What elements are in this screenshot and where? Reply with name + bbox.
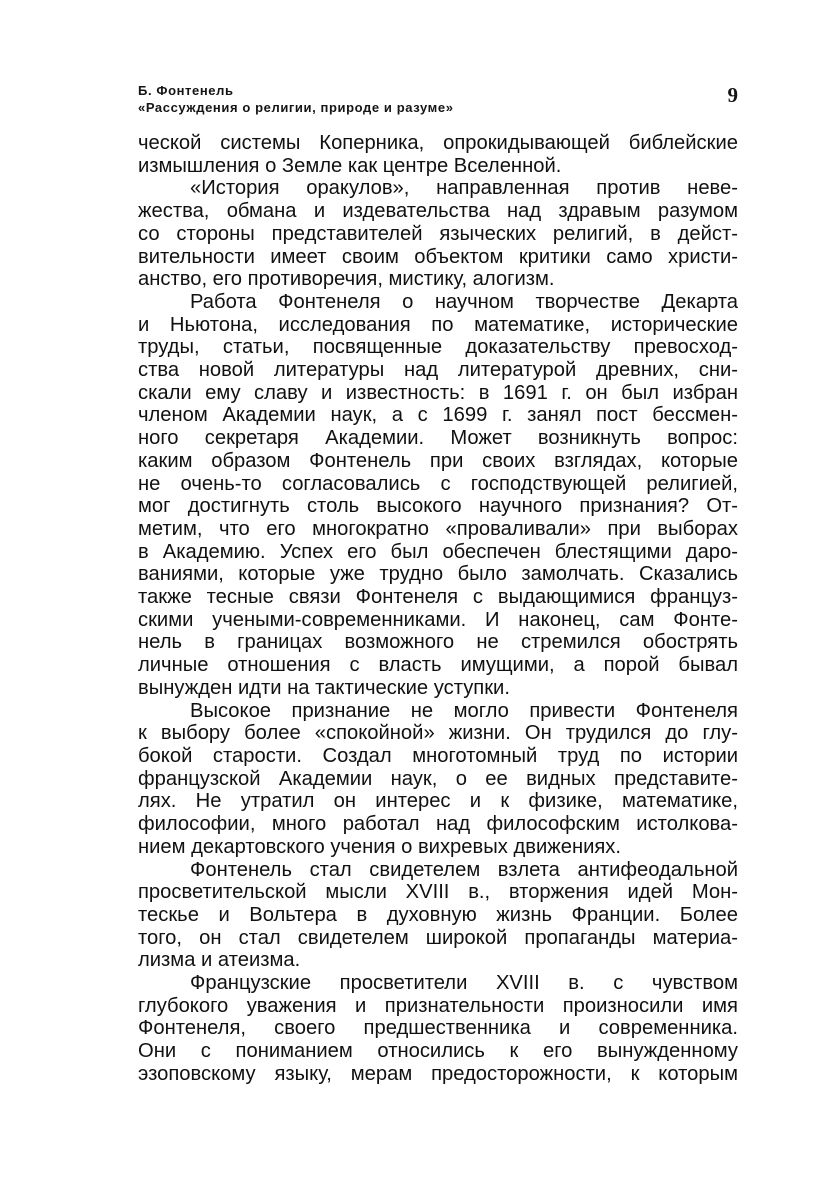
text-line: Они с пониманием относились к его вынужденному [138,1040,738,1063]
paragraph [138,132,738,177]
paragraph [138,972,738,1086]
text-line: метим, что его многократно «проваливали» при выборах [138,517,738,540]
text-line: ного секретаря Академии. Может возникнуть вопрос: [138,427,738,450]
body-text [138,132,738,1086]
header-title: «Рассуждения о религии, природе и разуме» [138,100,454,115]
text-line: Работа Фонтенеля о научном творчестве Декарта [190,290,738,313]
text-line: в Академию. Успех его был обеспечен блестящими даро- [138,540,738,563]
text-line: не очень-то согласовались с господствующей религией, [138,472,738,495]
text-line: скали ему славу и известность: в 1691 г. он был избран [138,381,738,404]
text-line: Фонтенель стал свидетелем взлета антифеодальной [190,858,738,881]
text-line: просветительской мысли XVIII в., вторжения идей Мон- [138,881,738,904]
text-line: каким образом Фонтенель при своих взглядах, которые [138,449,738,472]
header-author: Б. Фонтенель [138,83,234,98]
running-head [138,82,738,122]
text-line: личные отношения с власть имущими, а порой бывал [138,654,738,677]
text-line: эзоповскому языку, мерам предосторожности, к которым [138,1062,738,1085]
page-number: 9 [727,83,738,107]
text-line: ства новой литературы над литературой древних, сни- [138,359,738,382]
text-line: вынужден идти на тактические уступки. [138,676,510,699]
text-line: французской Академии наук, о ее видных представите- [138,767,738,790]
text-line: лизма и атеизма. [138,949,301,972]
text-line: философии, много работал над философским истолкова- [138,813,738,836]
text-line: ваниями, которые уже трудно было замолчать. Сказались [138,563,738,586]
text-line: бокой старости. Создал многотомный труд по истории [138,744,738,767]
text-line: жества, обмана и издевательства над здравым разумом [138,200,738,223]
text-line: членом Академии наук, а с 1699 г. занял пост бессмен- [138,404,738,427]
text-line: глубокого уважения и признательности произносили имя [138,994,738,1017]
text-line: Высокое признание не могло привести Фонтенеля [190,699,738,722]
text-line: Фонтенеля, своего предшественника и современника. [138,1017,738,1040]
text-line: нель в границах возможного не стремился обострять [138,631,738,654]
text-line: к выбору более «спокойной» жизни. Он трудился до глу- [138,722,738,745]
text-line: также тесные связи Фонтенеля с выдающимися француз- [138,586,738,609]
text-line: анство, его противоречия, мистику, алогизм. [138,268,555,291]
text-line: скими учеными-современниками. И наконец, сам Фонте- [138,608,738,631]
paragraph [138,177,738,291]
text-line: вительности имеет своим объектом критики само христи- [138,245,738,268]
text-line: со стороны представителей языческих религий, в дейст- [138,222,738,245]
text-line: нием декартовского учения о вихревых движениях. [138,835,622,858]
text-line: Французские просветители XVIII в. с чувством [190,972,738,995]
paragraph [138,859,738,973]
text-line: лях. Не утратил он интерес и к физике, математике, [138,790,738,813]
text-line: труды, статьи, посвященные доказательству превосход- [138,336,738,359]
text-line: того, он стал свидетелем широкой пропаганды материа- [138,926,738,949]
text-line: мог достигнуть столь высокого научного признания? От- [138,495,738,518]
paragraph [138,700,738,859]
text-line: измышления о Земле как центре Вселенной. [138,154,562,177]
text-line: «История оракулов», направленная против неве- [190,177,738,200]
text-line: тескье и Вольтера в духовную жизнь Франции. Более [138,903,738,926]
text-line: ческой системы Коперника, опрокидывающей библейские [138,132,738,154]
paragraph [138,291,738,700]
text-line: и Ньютона, исследования по математике, исторические [138,313,738,336]
